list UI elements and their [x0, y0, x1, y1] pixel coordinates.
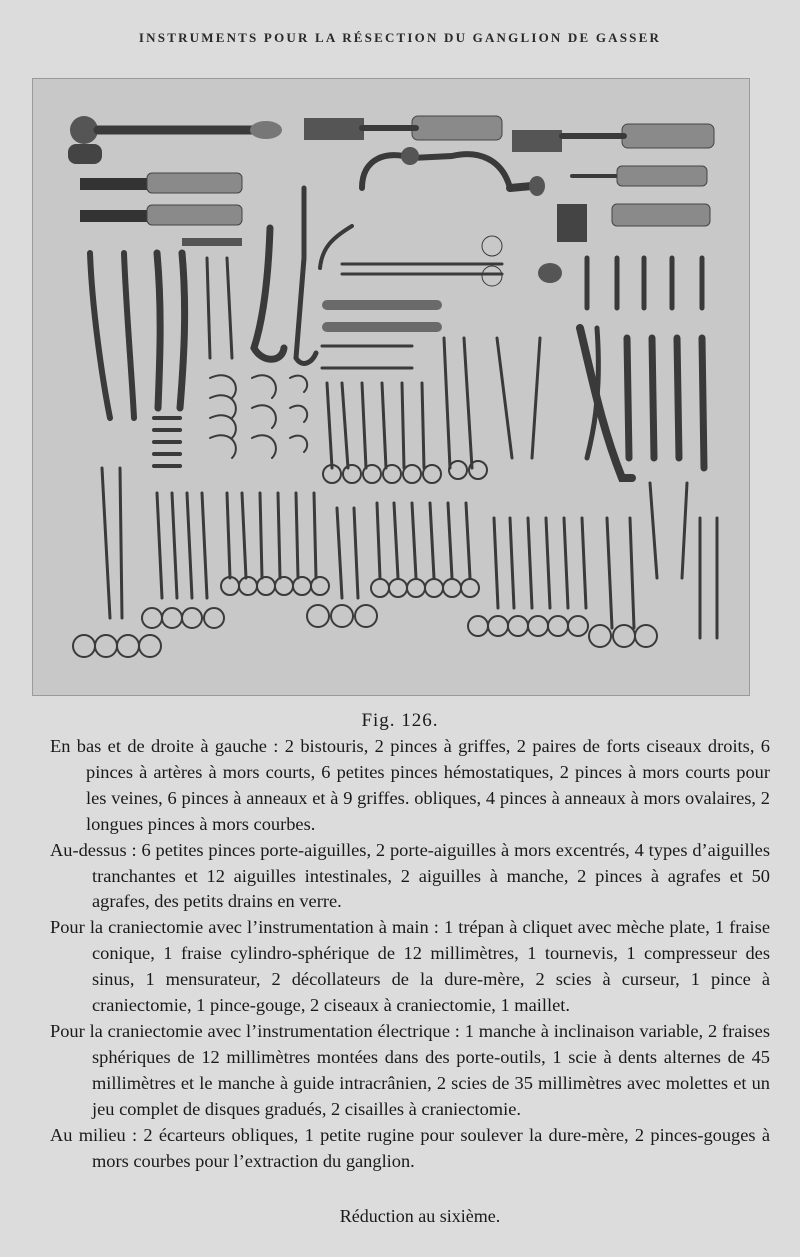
legend-paragraph-hand-instruments: Pour la craniectomie avec l’instrumentation à main : 1 trépan à cliquet avec mèche plate, 1 fraise conique, 1 fraise cylindro-sphérique de 12 millimètres, 1 tournevis, 1 compresseur des sinus, 1 mensurateur, 2 décollateurs de la dure-mère, 2 scies à curseur, 1 pince à craniectomie, 1 pince-gouge, 2 ciseaux à craniectomie, 1 maillet.: [50, 917, 770, 1016]
figure-plate: [32, 78, 750, 696]
maillet: [68, 116, 282, 164]
legend-paragraph-bottom-row: En bas et de droite à gauche : 2 bistouris, 2 pinces à griffes, 2 paires de forts ciseaux droits, 6 pinces à artères à mors courts, 6 petites pinces hémostatiques, 2 pinces à mors courts pour les veines, 6 pinces à anneaux et à 9 griffes. obliques, 4 pinces à anneaux à mors ovalaires, 2 longues pinces à mors courbes.: [50, 736, 770, 834]
instrument-photograph: [32, 78, 750, 696]
legend-paragraph-above: Au-dessus : 6 petites pinces porte-aiguilles, 2 porte-aiguilles à mors excentrés, 4 types d’aiguilles tranchantes et 12 aiguilles intestinales, 2 aiguilles à manche, 2 pinces à agrafes et 50 agrafes, des petits drains en verre.: [50, 839, 770, 912]
running-head: INSTRUMENTS POUR LA RÉSECTION DU GANGLION DE GASSER: [138, 30, 662, 45]
legend-paragraph-electric-instruments: Pour la craniectomie avec l’instrumentation électrique : 1 manche à inclinaison variable, 2 fraises sphériques de 12 millimètres montées dans des porte-outils, 1 scie à dents alternes de 45 millimètres et le manche à guide intracrânien, 2 scies de 35 millimètres avec molettes et un jeu complet de disques gradués, 2 cisailles à craniectomie.: [50, 1020, 770, 1119]
figure-caption: Fig. 126.: [361, 710, 439, 731]
figure-legend: [50, 734, 770, 1174]
reduction-note: Réduction au sixième.: [339, 1206, 501, 1226]
legend-paragraph-middle: Au milieu : 2 écarteurs obliques, 1 petite rugine pour soulever la dure-mère, 2 pinces-gouges à mors courbes pour l’extraction du ganglion.: [50, 1124, 770, 1171]
